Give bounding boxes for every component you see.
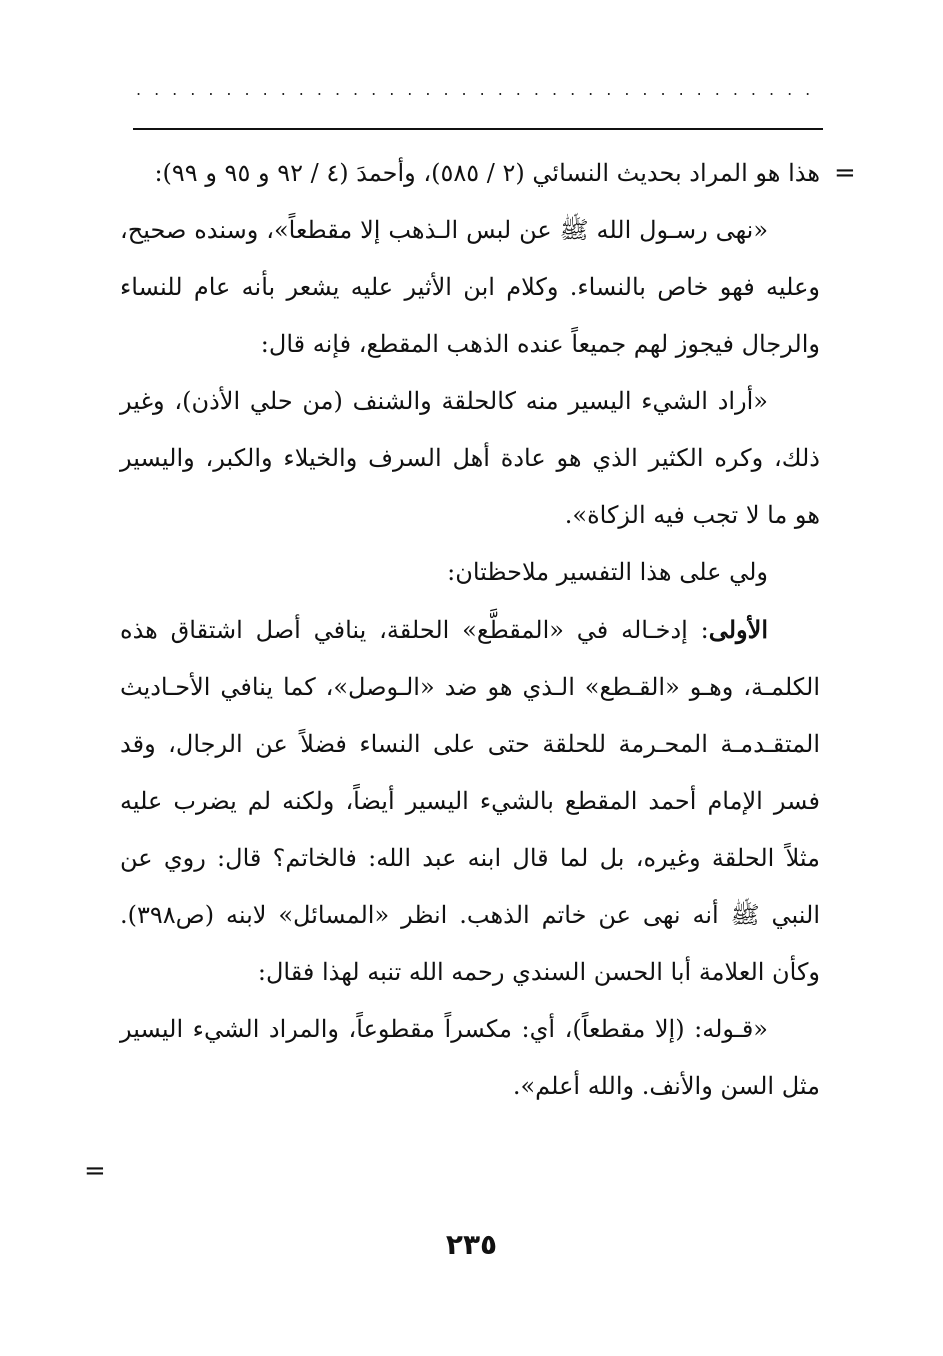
dotted-separator: ......................................	[136, 80, 824, 99]
footnote-continuation-mark-bottom: =	[84, 1156, 106, 1186]
paragraph-5-body: : إدخـاله في «المقطَّع» الحلقة، ينافي أصل اشتقاق هذه الكلمـة، وهـو «القـطع» الـذي هو ضد «الـوصل»، كما ينافي الأحـاديث المتقـدمـة المحـرمة للحلقة حتى على النساء فضلاً عن الرجال، وقد فسر الإمام أحمد المقطع بالشيء اليسير أيضاً، ولكنه لم يضرب عليه مثلاً الحلقة وغيره، بل لما قال ابنه عبد الله: فالخاتم؟ قال: روي عن النبي ﷺ أنه نهى عن خاتم الذهب. انظر «المسائل» لابنه (ص٣٩٨). وكأن العلامة أبا الحسن السندي رحمه الله تنبه لهذا فقال:	[120, 616, 820, 986]
page-number: ٢٣٥	[445, 1228, 498, 1261]
footnote-text-block	[120, 145, 820, 1115]
footnote-paragraph-4: ولي على هذا التفسير ملاحظتان:	[447, 558, 768, 586]
footnote-paragraph-6: «قـوله: (إلا مقطعاً)، أي: مكسراً مقطوعاً، والمراد الشيء اليسير مثل السن والأنف. والله أعلم».	[120, 1015, 820, 1100]
footnote-rule	[133, 128, 823, 130]
footnote-paragraph-2: «نهى رسـول الله ﷺ عن لبس الـذهب إلا مقطعاً»، وسنده صحيح، وعليه فهو خاص بالنساء. وكلام ابن الأثير عليه يشعر بأنه عام للنساء والرجال فيجوز لهم جميعاً عنده الذهب المقطع، فإنه قال:	[120, 216, 820, 358]
footnote-paragraph-3: «أراد الشيء اليسير منه كالحلقة والشنف (من حلي الأذن)، وغير ذلك، وكره الكثير الذي هو عادة أهل السرف والخيلاء والكبر، واليسير هو ما لا تجب فيه الزكاة».	[120, 387, 820, 529]
footnote-paragraph-1: هذا هو المراد بحديث النسائي (٢ / ٥٨٥)، وأحمدَ (٤ / ٩٢ و ٩٥ و ٩٩):	[154, 159, 820, 187]
footnote-paragraph-5	[120, 601, 820, 1001]
footnote-continuation-mark-top: =	[834, 158, 856, 188]
paragraph-lead-word: الأولى	[708, 615, 768, 644]
